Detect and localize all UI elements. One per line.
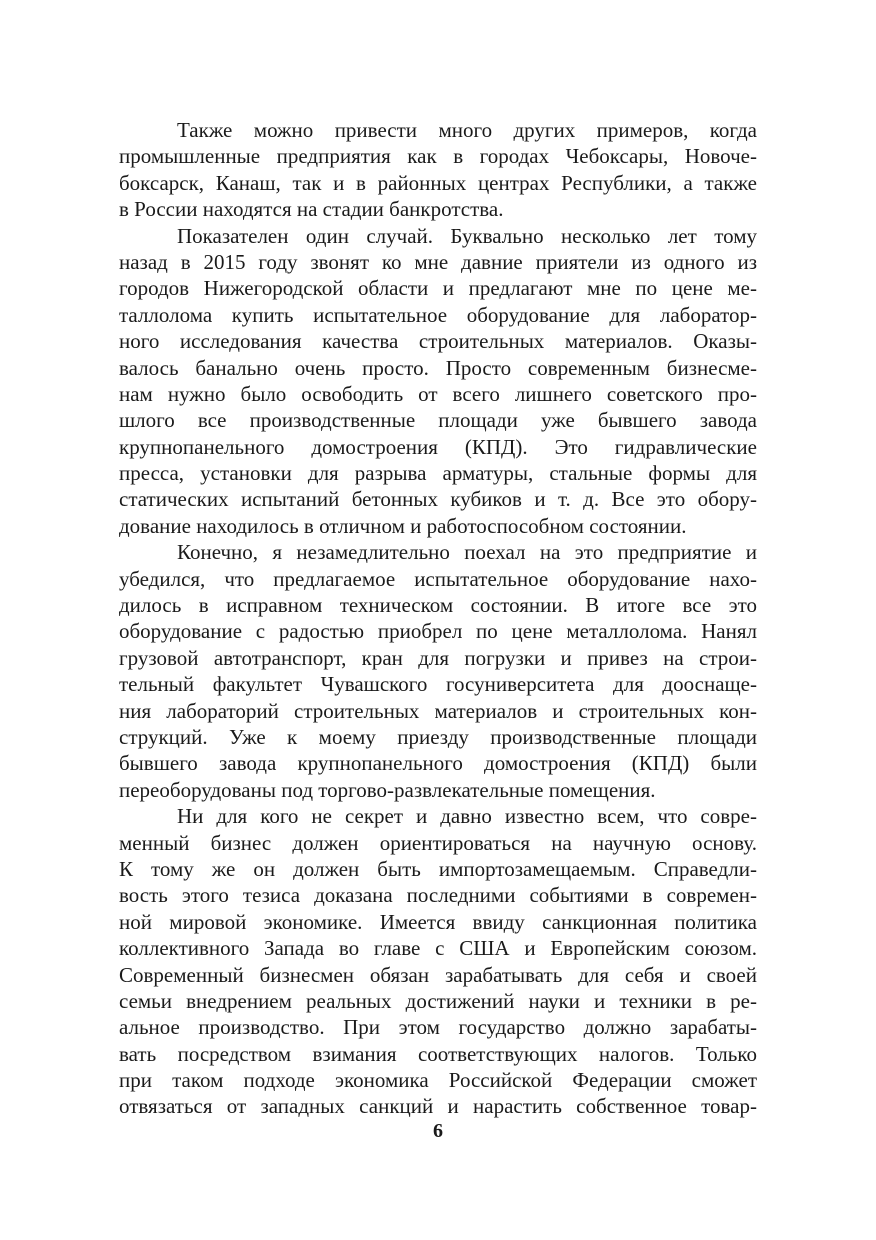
text-line: переоборудованы под торгово-развлекательные помещения.: [119, 777, 656, 802]
text-line: грузовой автотранспорт, кран для погрузки и привез на строи-: [119, 645, 757, 670]
text-line: назад в 2015 году звонят ко мне давние приятели из одного из: [119, 249, 757, 274]
text-line: крупнопанельного домостроения (КПД). Это гидравлические: [119, 434, 757, 459]
text-line: боксарск, Канаш, так и в районных центрах Республики, а также: [119, 170, 757, 195]
text-line: ния лабораторий строительных материалов и строительных кон-: [119, 698, 757, 723]
text-line: в России находятся на стадии банкротства.: [119, 197, 504, 222]
text-line: семьи внедрением реальных достижений науки и техники в ре-: [119, 988, 757, 1013]
text-line: оборудование с радостью приобрел по цене металлолома. Нанял: [119, 619, 757, 644]
text-line: вость этого тезиса доказана последними событиями в современ-: [119, 883, 757, 908]
text-line: Ни для кого не секрет и давно известно всем, что совре-: [177, 804, 757, 829]
text-line: при таком подходе экономика Российской Федерации сможет: [119, 1068, 757, 1093]
text-line: Современный бизнесмен обязан зарабатывать для себя и своей: [119, 962, 757, 987]
text-line: статических испытаний бетонных кубиков и т. д. Все это обору-: [119, 487, 757, 512]
text-line: убедился, что предлагаемое испытательное оборудование нахо-: [119, 566, 757, 591]
paragraph: [119, 117, 757, 223]
text-line: Показателен один случай. Буквально несколько лет тому: [177, 223, 757, 248]
text-line: бывшего завода крупнопанельного домостроения (КПД) были: [119, 751, 757, 776]
text-line: струкций. Уже к моему приезду производственные площади: [119, 724, 757, 749]
page-body: [119, 117, 757, 1120]
text-line: дование находилось в отличном и работоспособном состоянии.: [119, 513, 687, 538]
text-line: нам нужно было освободить от всего лишнего советского про-: [119, 381, 757, 406]
text-line: валось банально очень просто. Просто современным бизнесме-: [119, 355, 757, 380]
text-line: городов Нижегородской области и предлагают мне по цене ме-: [119, 276, 757, 301]
text-line: дилось в исправном техническом состоянии. В итоге все это: [119, 593, 757, 618]
text-line: Также можно привести много других примеров, когда: [177, 118, 757, 142]
text-line: шлого все производственные площади уже бывшего завода: [119, 408, 757, 433]
text-line: коллективного Запада во главе с США и Европейским союзом.: [119, 936, 757, 961]
text-line: ной мировой экономике. Имеется ввиду санкционная политика: [119, 909, 757, 934]
paragraph: [119, 223, 757, 540]
paragraph: [119, 539, 757, 803]
text-line: тельный факультет Чувашского госуниверситета для дооснаще-: [119, 672, 757, 697]
page-number: 6: [433, 1120, 443, 1142]
text-line: таллолома купить испытательное оборудование для лаборатор-: [119, 302, 757, 327]
text-line: ного исследования качества строительных материалов. Оказы-: [119, 329, 757, 354]
text-line: К тому же он должен быть импортозамещаемым. Справедли-: [119, 856, 757, 881]
text-line: отвязаться от западных санкций и нарастить собственное товар-: [119, 1094, 757, 1119]
text-line: пресса, установки для разрыва арматуры, стальные формы для: [119, 461, 757, 486]
text-line: Конечно, я незамедлительно поехал на это предприятие и: [177, 540, 757, 565]
text-line: альное производство. При этом государство должно зарабаты-: [119, 1015, 757, 1040]
text-line: менный бизнес должен ориентироваться на научную основу.: [119, 830, 757, 855]
paragraph: [119, 803, 757, 1120]
text-line: промышленные предприятия как в городах Чебоксары, Новоче-: [119, 144, 757, 169]
text-line: вать посредством взимания соответствующих налогов. Только: [119, 1041, 757, 1066]
